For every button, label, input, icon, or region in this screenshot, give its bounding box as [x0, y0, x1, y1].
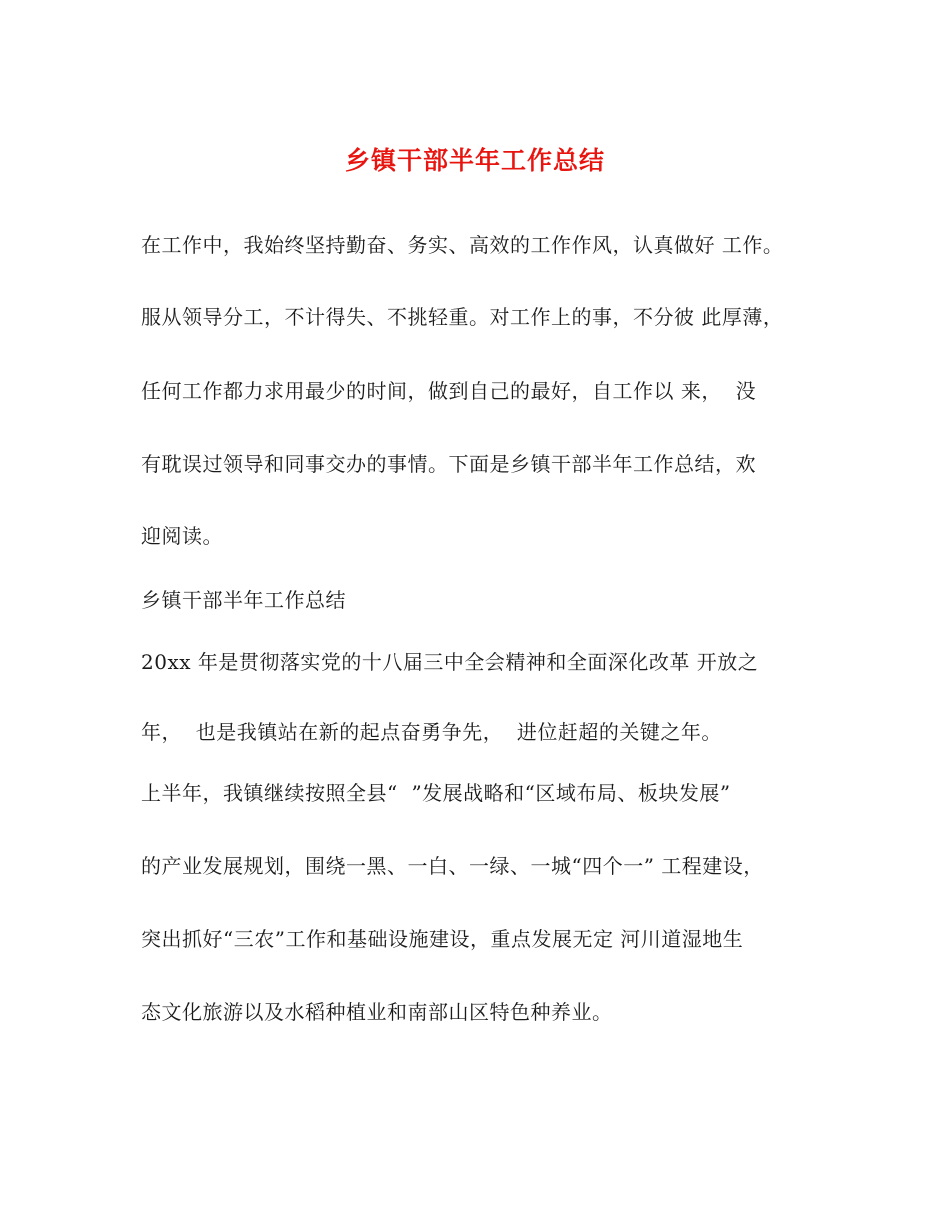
para1-line-1: 20xx 年是贯彻落实党的十八届三中全会精神和全面深化改革 开放之	[141, 650, 759, 674]
para1-line-2: 年， 也是我镇站在新的起点奋勇争先， 进位赶超的关键之年。	[141, 720, 722, 744]
document-title: 乡镇干部半年工作总结	[344, 146, 605, 175]
para2-line-4: 态文化旅游以及水稻种植业和南部山区特色种养业。	[141, 1000, 613, 1024]
intro-line-3: 任何工作都力求用最少的时间，做到自己的最好，自工作以 来， 没	[141, 379, 757, 403]
section-subtitle: 乡镇干部半年工作总结	[141, 588, 346, 612]
intro-line-2: 服从领导分工，不计得失、不挑轻重。对工作上的事，不分彼 此厚薄，	[141, 305, 784, 329]
para2-line-2: 的产业发展规划，围绕一黑、一白、一绿、一城“四个一” 工程建设，	[141, 854, 764, 878]
intro-line-4: 有耽误过领导和同事交办的事情。下面是乡镇干部半年工作总结，欢	[141, 452, 756, 476]
intro-line-5: 迎阅读。	[141, 524, 223, 548]
intro-line-1: 在工作中，我始终坚持勤奋、务实、高效的工作作风，认真做好 工作。	[141, 233, 784, 257]
para2-line-1: 上半年，我镇继续按照全县“ ”发展战略和“区域布局、板块发展”	[141, 781, 731, 805]
para2-line-3: 突出抓好“三农”工作和基础设施建设，重点发展无定 河川道湿地生	[141, 927, 744, 951]
